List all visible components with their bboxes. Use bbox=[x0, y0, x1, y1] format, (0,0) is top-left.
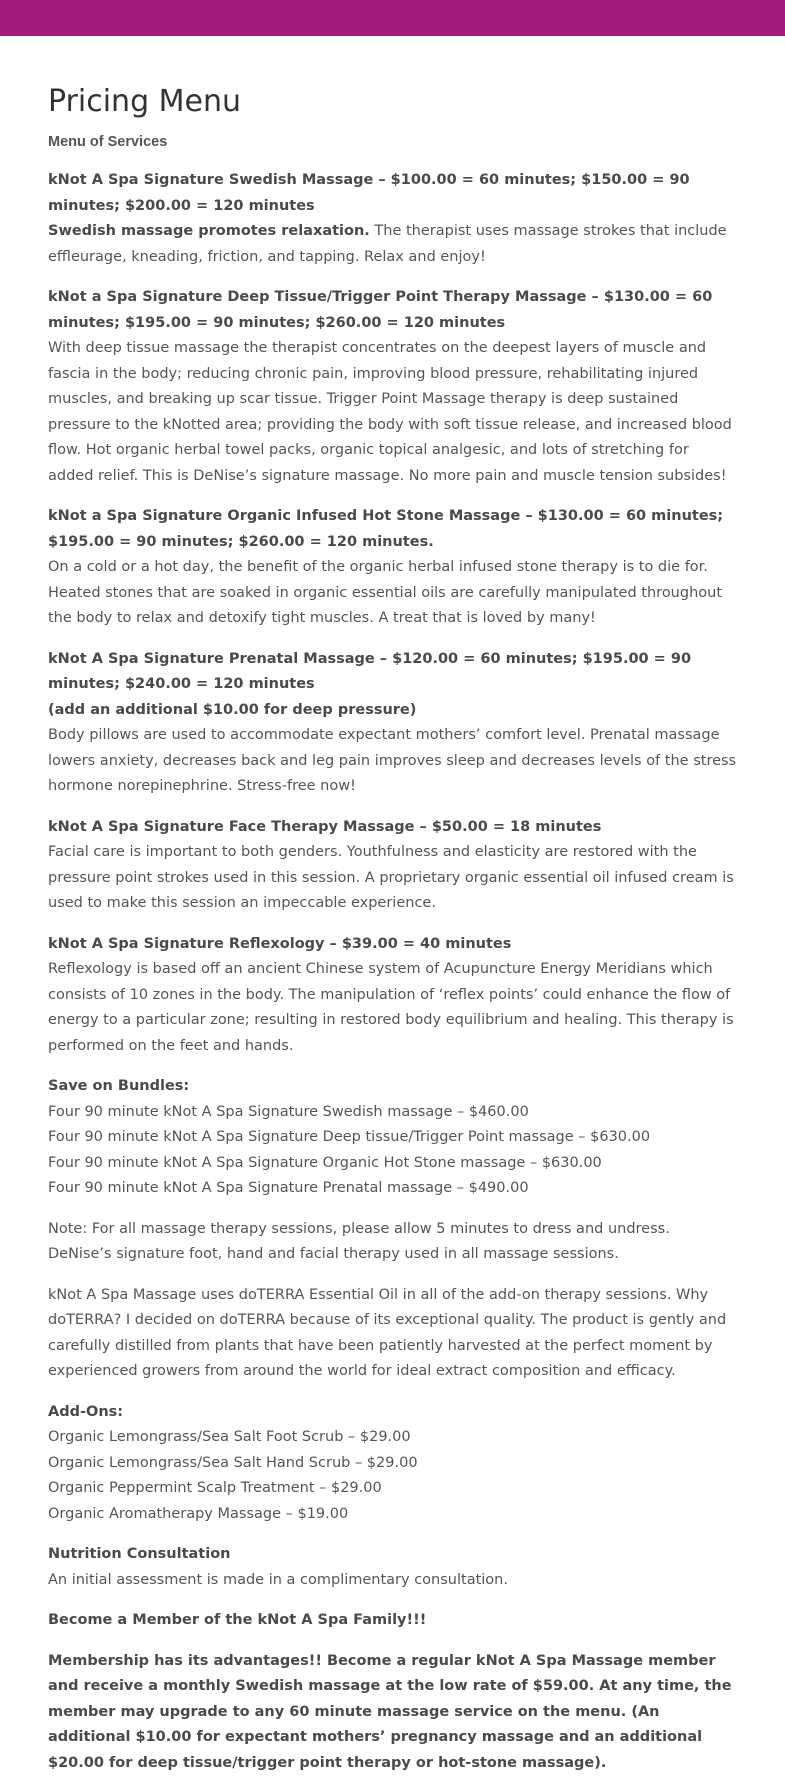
addons-heading: Add-Ons: bbox=[48, 1400, 737, 1426]
service-reflexology bbox=[48, 932, 737, 1060]
note-line: DeNise’s signature foot, hand and facial therapy used in all massage sessions. bbox=[48, 1242, 737, 1268]
bundle-item: Four 90 minute kNot A Spa Signature Prenatal massage – $490.00 bbox=[48, 1176, 737, 1202]
service-heading: kNot A Spa Signature Reflexology – $39.00 = 40 minutes bbox=[48, 932, 737, 958]
service-lead: Swedish massage promotes relaxation. bbox=[48, 223, 370, 239]
addon-item: Organic Lemongrass/Sea Salt Hand Scrub – $29.00 bbox=[48, 1451, 737, 1477]
service-note: (add an additional $10.00 for deep pressure) bbox=[48, 698, 737, 724]
addon-item: Organic Lemongrass/Sea Salt Foot Scrub – $29.00 bbox=[48, 1425, 737, 1451]
bundles-section bbox=[48, 1074, 737, 1202]
nutrition-section bbox=[48, 1542, 737, 1593]
page-content bbox=[0, 84, 785, 1776]
service-hot-stone bbox=[48, 504, 737, 632]
bundle-item: Four 90 minute kNot A Spa Signature Swedish massage – $460.00 bbox=[48, 1100, 737, 1126]
service-heading: kNot A Spa Signature Prenatal Massage – $120.00 = 60 minutes; $195.00 = 90 minutes; $240.00 = 120 minutes bbox=[48, 647, 737, 698]
service-deep-tissue bbox=[48, 285, 737, 489]
service-heading: kNot A Spa Signature Swedish Massage – $100.00 = 60 minutes; $150.00 = 90 minutes; $200.00 = 120 minutes bbox=[48, 168, 737, 219]
membership-heading: Become a Member of the kNot A Spa Family!!! bbox=[48, 1608, 737, 1634]
service-description: The therapist uses massage strokes that include effleurage, kneading, friction, and tapping. Relax and enjoy! bbox=[48, 223, 727, 265]
addon-item: Organic Peppermint Scalp Treatment – $29.00 bbox=[48, 1476, 737, 1502]
service-prenatal bbox=[48, 647, 737, 800]
service-swedish bbox=[48, 168, 737, 270]
service-description: Facial care is important to both genders. Youthfulness and elasticity are restored with the pressure point strokes used in this session. A proprietary organic essential oil infused cream is used to make this session an impeccable experience. bbox=[48, 844, 734, 911]
note-line: Note: For all massage therapy sessions, please allow 5 minutes to dress and undress. bbox=[48, 1217, 737, 1243]
addon-item: Organic Aromatherapy Massage – $19.00 bbox=[48, 1502, 737, 1528]
service-heading: kNot a Spa Signature Deep Tissue/Trigger Point Therapy Massage – $130.00 = 60 minutes; $195.00 = 90 minutes; $260.00 = 120 minutes bbox=[48, 285, 737, 336]
service-face-therapy bbox=[48, 815, 737, 917]
bundle-item: Four 90 minute kNot A Spa Signature Organic Hot Stone massage – $630.00 bbox=[48, 1151, 737, 1177]
membership-description: Membership has its advantages!! Become a regular kNot A Spa Massage member and receive a monthly Swedish massage at the low rate of $59.00. At any time, the member may upgrade to any 60 minute massage service on the menu. (An additional $10.00 for expectant mothers’ pregnancy massage and an additional $20.00 for deep tissue/trigger point therapy or hot-stone massage). bbox=[48, 1649, 737, 1776]
service-description: Reflexology is based off an ancient Chinese system of Acupuncture Energy Meridians which consists of 10 zones in the body. The manipulation of ‘reflex points’ could enhance the flow of energy to a particular zone; resulting in restored body equilibrium and healing. This therapy is performed on the feet and hands. bbox=[48, 961, 734, 1054]
service-heading: kNot A Spa Signature Face Therapy Massage – $50.00 = 18 minutes bbox=[48, 815, 737, 841]
service-description: On a cold or a hot day, the benefit of the organic herbal infused stone therapy is to die for. Heated stones that are soaked in organic essential oils are carefully manipulated throughout the body to relax and detoxify tight muscles. A treat that is loved by many! bbox=[48, 559, 722, 626]
nutrition-description: An initial assessment is made in a complimentary consultation. bbox=[48, 1568, 737, 1594]
addons-section bbox=[48, 1400, 737, 1528]
bundle-item: Four 90 minute kNot A Spa Signature Deep tissue/Trigger Point massage – $630.00 bbox=[48, 1125, 737, 1151]
nutrition-heading: Nutrition Consultation bbox=[48, 1542, 737, 1568]
service-description: Body pillows are used to accommodate expectant mothers’ comfort level. Prenatal massage lowers anxiety, decreases back and leg pain improves sleep and decreases levels of the stress hormone norepinephrine. Stress-free now! bbox=[48, 727, 736, 794]
doterra-paragraph: kNot A Spa Massage uses doTERRA Essential Oil in all of the add-on therapy sessions. Why doTERRA? I decided on doTERRA because of its exceptional quality. The product is gently and carefully distilled from plants that have been patiently harvested at the perfect moment by experienced growers from around the world for ideal extract composition and efficacy. bbox=[48, 1283, 737, 1385]
page-title: Pricing Menu bbox=[48, 84, 737, 120]
bundles-heading: Save on Bundles: bbox=[48, 1074, 737, 1100]
service-heading: kNot a Spa Signature Organic Infused Hot Stone Massage – $130.00 = 60 minutes; $195.00 = 90 minutes; $260.00 = 120 minutes. bbox=[48, 504, 737, 555]
service-description: With deep tissue massage the therapist concentrates on the deepest layers of muscle and fascia in the body; reducing chronic pain, improving blood pressure, rehabilitating injured muscles, and breaking up scar tissue. Trigger Point Massage therapy is deep sustained pressure to the kNotted area; providing the body with soft tissue release, and increased blood flow. Hot organic herbal towel packs, organic topical analgesic, and lots of stretching for added relief. This is DeNise’s signature massage. No more pain and muscle tension subsides! bbox=[48, 340, 732, 484]
page-subtitle: Menu of Services bbox=[48, 134, 737, 150]
top-bar bbox=[0, 0, 785, 36]
notes-section bbox=[48, 1217, 737, 1268]
